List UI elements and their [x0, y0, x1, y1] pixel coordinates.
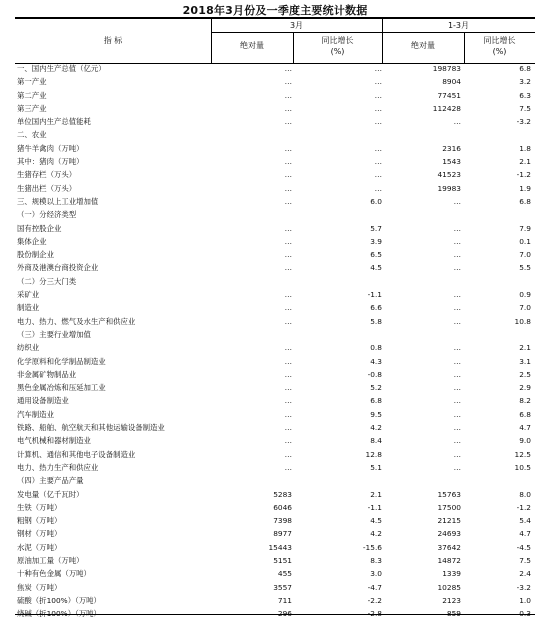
q1-header: 1-3月 [447, 21, 470, 30]
table-row [15, 142, 535, 155]
q1-absolute-cell: … [453, 409, 461, 419]
table-row [15, 222, 535, 235]
q1-yoy-cell: 1.9 [519, 183, 531, 193]
table-row [15, 248, 535, 261]
q1-absolute-cell: 1339 [442, 569, 461, 579]
row-label: （三）主要行业增加值 [17, 329, 91, 339]
q1-absolute-cell: … [453, 423, 461, 433]
header-divider [211, 32, 535, 33]
q1-yoy-cell: -3.2 [516, 117, 531, 127]
march-absolute-cell: … [284, 383, 292, 393]
row-label: 电力、热力生产和供应业 [17, 462, 99, 472]
q1-yoy-cell: 2.5 [519, 369, 531, 379]
indicator-header: 指 标 [103, 36, 123, 45]
table-row [15, 355, 535, 368]
q1-absolute-cell: 112428 [432, 103, 461, 113]
q1-absolute-cell: 24693 [437, 529, 461, 539]
q1-absolute-cell: 2316 [442, 143, 461, 153]
q1-yoy-cell: 6.8 [519, 409, 531, 419]
table-row [15, 328, 535, 341]
march-yoy-cell: -1.1 [367, 502, 382, 512]
table-row [15, 275, 535, 288]
q1-absolute-cell: … [453, 369, 461, 379]
row-label: 计算机、通信和其他电子设备制造业 [17, 449, 136, 459]
row-label: 粗钢（万吨） [17, 516, 62, 526]
q1-yoy-cell: 4.7 [519, 423, 531, 433]
q1-absolute-cell: … [453, 383, 461, 393]
march-yoy-cell: 8.3 [370, 555, 382, 565]
march-yoy-cell: … [374, 77, 382, 87]
march-yoy-cell: 4.2 [370, 423, 382, 433]
q1-absolute-cell: 15763 [437, 489, 461, 499]
march-absolute-cell: … [284, 250, 292, 260]
q1-absolute-cell: 21215 [437, 516, 461, 526]
q1-yoy-cell: -3.2 [516, 582, 531, 592]
row-label: 生猪存栏（万头） [17, 170, 77, 180]
march-absolute-cell: 6046 [273, 502, 292, 512]
march-yoy-cell: 9.5 [370, 409, 382, 419]
table-row [15, 581, 535, 594]
table-row [15, 501, 535, 514]
row-label: 第二产业 [17, 90, 47, 100]
table-row [15, 288, 535, 301]
table-row [15, 368, 535, 381]
table-header [15, 17, 535, 64]
q1-yoy-cell: 2.9 [519, 383, 531, 393]
row-label: 烧碱（折100%）（万吨） [17, 609, 101, 619]
march-absolute-cell: … [284, 236, 292, 246]
table-row [15, 434, 535, 447]
q1-absolute-cell: 1543 [442, 157, 461, 167]
row-label: 制造业 [17, 303, 40, 313]
q1-absolute-cell: 10285 [437, 582, 461, 592]
march-absolute-cell: … [284, 290, 292, 300]
q1-absolute-cell: … [453, 343, 461, 353]
march-absolute-cell: … [284, 316, 292, 326]
q1-yoy-cell: 4.7 [519, 529, 531, 539]
table-row [15, 567, 535, 580]
table-row [15, 408, 535, 421]
table-row [15, 155, 535, 168]
march-yoy-cell: … [374, 157, 382, 167]
q1-yoy-cell: 1.8 [519, 143, 531, 153]
q1-absolute-cell: … [453, 250, 461, 260]
march-absolute-cell: … [284, 90, 292, 100]
q1-absolute-cell: 8904 [442, 77, 461, 87]
q1-yoy-cell: 1.0 [519, 595, 531, 605]
q1-yoy-cell: 6.8 [519, 196, 531, 206]
q1-absolute-cell: … [453, 290, 461, 300]
q1-yoy-cell: -1.2 [516, 170, 531, 180]
march-yoy-cell: 6.8 [370, 396, 382, 406]
march-yoy-cell: 4.5 [370, 516, 382, 526]
table-row [15, 341, 535, 354]
q1-absolute-cell: … [453, 449, 461, 459]
table-row [15, 474, 535, 487]
march-absolute-cell: … [284, 343, 292, 353]
march-yoy-cell: 4.2 [370, 529, 382, 539]
march-absolute-cell: 3557 [273, 582, 292, 592]
q1-absolute-cell: … [453, 303, 461, 313]
q1-yoy-cell: 6.3 [519, 90, 531, 100]
table-row [15, 461, 535, 474]
march-absolute-cell: … [284, 462, 292, 472]
q1-absolute-cell: … [453, 196, 461, 206]
table-row [15, 301, 535, 314]
march-yoy-cell: … [374, 64, 382, 73]
table-row [15, 75, 535, 88]
q1-absolute-cell: … [453, 436, 461, 446]
q1-yoy-cell: 3.2 [519, 77, 531, 87]
march-yoy-cell: 12.8 [365, 449, 382, 459]
q1-yoy-cell: 7.0 [519, 303, 531, 313]
q1-absolute-cell: … [453, 356, 461, 366]
q1-yoy-cell: 7.5 [519, 555, 531, 565]
q1-absolute-cell: … [453, 223, 461, 233]
q1-yoy-header: 同比增长 [483, 36, 516, 45]
q1-absolute-cell: 77451 [437, 90, 461, 100]
march-yoy-cell: 5.7 [370, 223, 382, 233]
march-absolute-cell: … [284, 223, 292, 233]
q1-yoy-cell: 9.0 [519, 436, 531, 446]
march-yoy-cell: -15.6 [362, 542, 382, 552]
table-row [15, 102, 535, 115]
q1-absolute-cell: 17500 [437, 502, 461, 512]
q1-absolute-header: 绝对量 [411, 41, 435, 50]
march-yoy-cell: … [374, 90, 382, 100]
march-yoy-cell: 6.6 [370, 303, 382, 313]
march-yoy-cell: … [374, 183, 382, 193]
q1-yoy-cell: 7.0 [519, 250, 531, 260]
q1-absolute-cell: 37642 [437, 542, 461, 552]
march-absolute-cell: … [284, 423, 292, 433]
row-label: 水泥（万吨） [17, 542, 62, 552]
q1-yoy-cell: 12.5 [514, 449, 531, 459]
march-absolute-cell: … [284, 143, 292, 153]
table-row [15, 168, 535, 181]
q1-yoy-cell: 6.8 [519, 64, 531, 73]
table-row [15, 421, 535, 434]
q1-absolute-cell: 41523 [437, 170, 461, 180]
row-label: 硫酸（折100%）（万吨） [17, 595, 101, 605]
table-row [15, 115, 535, 128]
march-absolute-cell: 711 [277, 595, 292, 605]
table-row [15, 62, 535, 75]
row-label: 其中：猪肉（万吨） [17, 157, 84, 167]
table-bottom-rule [15, 614, 535, 615]
march-absolute-header: 绝对量 [240, 41, 264, 50]
row-label: 十种有色金属（万吨） [17, 569, 91, 579]
march-yoy-cell: 2.1 [370, 489, 382, 499]
table-row [15, 208, 535, 221]
row-label: 化学原料和化学制品制造业 [17, 356, 106, 366]
q1-yoy-cell: 2.4 [519, 569, 531, 579]
row-label: 原油加工量（万吨） [17, 555, 84, 565]
march-yoy-cell: 6.0 [370, 196, 382, 206]
q1-absolute-cell: 198783 [432, 64, 461, 73]
row-label: 第三产业 [17, 103, 47, 113]
row-label: 外商及港澳台商投资企业 [17, 263, 99, 273]
march-absolute-cell: 15443 [268, 542, 292, 552]
q1-absolute-cell: … [453, 316, 461, 326]
march-yoy-cell: … [374, 117, 382, 127]
march-absolute-cell: … [284, 396, 292, 406]
table-body [15, 62, 535, 620]
march-absolute-cell: … [284, 103, 292, 113]
table-row [15, 261, 535, 274]
march-yoy-cell: 4.5 [370, 263, 382, 273]
march-yoy-cell: … [374, 143, 382, 153]
table-row [15, 235, 535, 248]
q1-yoy-cell: 0.1 [519, 236, 531, 246]
q1-yoy-cell: 0.3 [519, 609, 531, 619]
table-row [15, 554, 535, 567]
table-row [15, 182, 535, 195]
row-label: 一、国内生产总值（亿元） [17, 64, 106, 73]
march-absolute-cell: … [284, 369, 292, 379]
march-header: 3月 [289, 21, 304, 30]
march-yoy-cell: 5.8 [370, 316, 382, 326]
q1-yoy-cell: 7.9 [519, 223, 531, 233]
table-row [15, 195, 535, 208]
row-label: 生铁（万吨） [17, 502, 62, 512]
q1-yoy-cell: 7.5 [519, 103, 531, 113]
march-absolute-cell: … [284, 170, 292, 180]
row-label: 电气机械和器材制造业 [17, 436, 91, 446]
march-absolute-cell: … [284, 196, 292, 206]
row-label: 钢材（万吨） [17, 529, 62, 539]
row-label: 电力、热力、燃气及水生产和供应业 [17, 316, 136, 326]
row-label: 纺织业 [17, 343, 40, 353]
march-yoy-cell: … [374, 170, 382, 180]
march-yoy-cell: 0.8 [370, 343, 382, 353]
table-row [15, 381, 535, 394]
q1-absolute-cell: 2123 [442, 595, 461, 605]
row-label: 生猪出栏（万头） [17, 183, 77, 193]
march-absolute-cell: … [284, 77, 292, 87]
table-row [15, 128, 535, 141]
row-label: 二、农业 [17, 130, 47, 140]
q1-yoy-cell: 10.5 [514, 462, 531, 472]
row-label: 集体企业 [17, 236, 47, 246]
row-label: 第一产业 [17, 77, 47, 87]
march-yoy-header: 同比增长 [321, 36, 354, 45]
march-yoy-cell: -1.1 [367, 290, 382, 300]
table-row [15, 89, 535, 102]
table-row [15, 594, 535, 607]
row-label: 黑色金属冶炼和压延加工业 [17, 383, 106, 393]
row-label: 股份制企业 [17, 250, 54, 260]
table-row [15, 488, 535, 501]
march-absolute-cell: … [284, 449, 292, 459]
row-label: 单位国内生产总值能耗 [17, 117, 91, 127]
march-yoy-cell: -4.7 [367, 582, 382, 592]
q1-yoy-cell: 8.0 [519, 489, 531, 499]
march-yoy-cell: 4.3 [370, 356, 382, 366]
march-yoy-cell: -2.2 [367, 595, 382, 605]
march-absolute-cell: … [284, 117, 292, 127]
march-absolute-cell: 8977 [273, 529, 292, 539]
march-absolute-cell: … [284, 157, 292, 167]
march-absolute-cell: … [284, 409, 292, 419]
row-label: （四）主要产品产量 [17, 476, 84, 486]
q1-yoy-cell: -1.2 [516, 502, 531, 512]
q1-absolute-cell: … [453, 396, 461, 406]
march-absolute-cell: … [284, 64, 292, 73]
march-yoy-cell: … [374, 103, 382, 113]
q1-yoy-cell: 5.5 [519, 263, 531, 273]
row-label: 铁路、船舶、航空航天和其他运输设备制造业 [17, 423, 165, 433]
q1-absolute-cell: … [453, 462, 461, 472]
table-row [15, 514, 535, 527]
march-yoy-unit: (%) [330, 47, 345, 56]
row-label: （二）分三大门类 [17, 276, 77, 286]
march-yoy-cell: 3.9 [370, 236, 382, 246]
q1-yoy-cell: 5.4 [519, 516, 531, 526]
q1-yoy-cell: 10.8 [514, 316, 531, 326]
march-yoy-cell: 8.4 [370, 436, 382, 446]
march-absolute-cell: 5151 [273, 555, 292, 565]
row-label: 采矿业 [17, 290, 40, 300]
q1-yoy-cell: 0.9 [519, 290, 531, 300]
march-yoy-cell: 6.5 [370, 250, 382, 260]
q1-yoy-cell: 3.1 [519, 356, 531, 366]
q1-yoy-cell: 2.1 [519, 157, 531, 167]
q1-absolute-cell: 859 [446, 609, 461, 619]
q1-absolute-cell: … [453, 236, 461, 246]
march-yoy-cell: -0.8 [367, 369, 382, 379]
q1-absolute-cell: … [453, 117, 461, 127]
march-absolute-cell: 7398 [273, 516, 292, 526]
q1-absolute-cell: 14872 [437, 555, 461, 565]
table-row [15, 541, 535, 554]
row-label: 三、规模以上工业增加值 [17, 196, 99, 206]
q1-yoy-cell: -4.5 [516, 542, 531, 552]
march-absolute-cell: 296 [277, 609, 292, 619]
march-absolute-cell: … [284, 183, 292, 193]
march-absolute-cell: … [284, 436, 292, 446]
row-label: （一）分经济类型 [17, 210, 77, 220]
table-row [15, 448, 535, 461]
q1-yoy-unit: (%) [492, 47, 507, 56]
march-yoy-cell: -2.8 [367, 609, 382, 619]
row-label: 发电量（亿千瓦时） [17, 489, 84, 499]
march-absolute-cell: … [284, 356, 292, 366]
march-yoy-cell: 5.1 [370, 462, 382, 472]
document-title: 2018年3月份及一季度主要统计数据 [182, 4, 368, 17]
row-label: 国有控股企业 [17, 223, 62, 233]
march-absolute-cell: 455 [277, 569, 292, 579]
table-row [15, 527, 535, 540]
row-label: 汽车制造业 [17, 409, 54, 419]
table-row [15, 315, 535, 328]
row-label: 通用设备制造业 [17, 396, 69, 406]
march-absolute-cell: 5283 [273, 489, 292, 499]
row-label: 猪牛羊禽肉（万吨） [17, 143, 84, 153]
march-absolute-cell: … [284, 303, 292, 313]
table-row [15, 394, 535, 407]
q1-absolute-cell: … [453, 263, 461, 273]
march-yoy-cell: 5.2 [370, 383, 382, 393]
march-absolute-cell: … [284, 263, 292, 273]
q1-yoy-cell: 8.2 [519, 396, 531, 406]
q1-absolute-cell: 19983 [437, 183, 461, 193]
q1-yoy-cell: 2.1 [519, 343, 531, 353]
march-yoy-cell: 3.0 [370, 569, 382, 579]
row-label: 焦炭（万吨） [17, 582, 62, 592]
row-label: 非金属矿物制品业 [17, 369, 77, 379]
